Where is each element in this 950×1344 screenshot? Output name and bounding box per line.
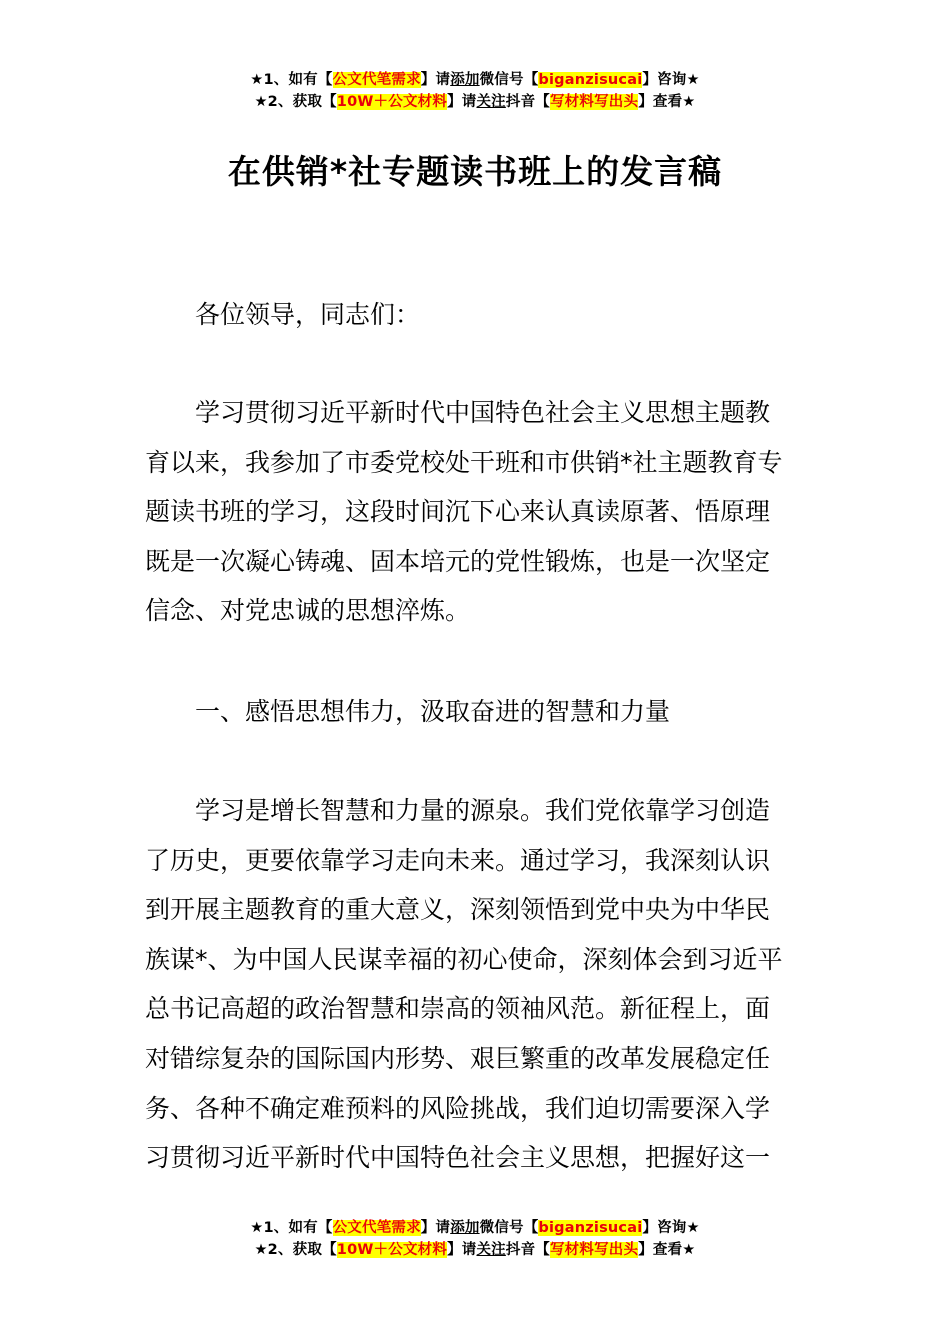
banner-text: 】查看★ xyxy=(638,1242,696,1258)
banner-text: 】请 xyxy=(447,1242,477,1258)
banner-text: ★1、如有【 xyxy=(250,72,333,88)
paragraph-line: 育以来，我参加了市委党校处干班和市供销*社主题教育专 xyxy=(145,447,783,477)
header-banner xyxy=(0,69,950,113)
document-title: 在供销*社专题读书班上的发言稿 xyxy=(227,152,723,191)
banner-douyin-id: 写材料写出头 xyxy=(549,94,639,110)
banner-text: ★1、如有【 xyxy=(250,1220,333,1236)
paragraph-2 xyxy=(145,786,807,1183)
banner-underlined: 添加 xyxy=(450,1220,480,1236)
banner-wechat-id: biganzisucai xyxy=(538,1220,643,1236)
banner-underlined: 关注 xyxy=(476,1242,506,1258)
paragraph-line: 学习是增长智慧和力量的源泉。我们党依靠学习创造 xyxy=(195,796,771,825)
banner-text: 】请 xyxy=(420,1220,451,1236)
paragraph-line: 习贯彻习近平新时代中国特色社会主义思想，把握好这一 xyxy=(145,1143,771,1173)
banner-highlight: 公文代笔需求 xyxy=(332,1220,421,1236)
paragraph-1 xyxy=(145,388,807,636)
banner-line-1 xyxy=(0,69,950,91)
banner-text: 】请 xyxy=(447,94,477,110)
paragraph-line: 到开展主题教育的重大意义，深刻领悟到党中央为中华民 xyxy=(145,895,771,925)
paragraph-line: 务、各种不确定难预料的风险挑战，我们迫切需要深入学 xyxy=(145,1093,771,1123)
banner-underlined: 添加 xyxy=(450,72,480,88)
banner-text: 抖音【 xyxy=(505,94,550,110)
paragraph-1-text xyxy=(145,388,807,636)
banner-text: 】咨询★ xyxy=(642,1220,700,1236)
paragraph-line: 族谋*、为中国人民谋幸福的初心使命，深刻体会到习近平 xyxy=(145,944,783,974)
section-heading-1: 一、感悟思想伟力，汲取奋进的智慧和力量 xyxy=(195,697,671,726)
banner-highlight: 公文代笔需求 xyxy=(332,72,421,88)
banner-text: 微信号【 xyxy=(479,72,539,88)
banner-text: 】咨询★ xyxy=(642,72,700,88)
banner-underlined: 关注 xyxy=(476,94,506,110)
banner-line-2 xyxy=(0,1239,950,1261)
banner-highlight: 10W＋公文材料 xyxy=(336,1242,448,1258)
banner-text: ★2、获取【 xyxy=(254,1242,337,1258)
banner-text: 微信号【 xyxy=(479,1220,539,1236)
paragraph-line: 既是一次凝心铸魂、固本培元的党性锻炼，也是一次坚定 xyxy=(145,546,771,576)
paragraph-2-text xyxy=(145,786,807,1183)
banner-highlight: 10W＋公文材料 xyxy=(336,94,448,110)
paragraph-line: 总书记高超的政治智慧和崇高的领袖风范。新征程上，面 xyxy=(145,994,771,1024)
paragraph-line: 对错综复杂的国际国内形势、艰巨繁重的改革发展稳定任 xyxy=(145,1043,771,1073)
section-heading-block xyxy=(145,687,807,737)
banner-wechat-id: biganzisucai xyxy=(538,72,643,88)
banner-line-2 xyxy=(0,91,950,113)
paragraph-line: 信念、对党忠诚的思想淬炼。 xyxy=(145,596,471,626)
banner-text: 】查看★ xyxy=(638,94,696,110)
salutation: 各位领导，同志们： xyxy=(195,300,421,329)
footer-banner xyxy=(0,1217,950,1261)
banner-text: 抖音【 xyxy=(505,1242,550,1258)
banner-text: 】请 xyxy=(420,72,451,88)
banner-text: ★2、获取【 xyxy=(254,94,337,110)
banner-line-1 xyxy=(0,1217,950,1239)
paragraph-line: 题读书班的学习，这段时间沉下心来认真读原著、悟原理 xyxy=(145,497,771,527)
banner-douyin-id: 写材料写出头 xyxy=(549,1242,639,1258)
salutation-block xyxy=(145,290,807,340)
paragraph-line: 学习贯彻习近平新时代中国特色社会主义思想主题教 xyxy=(195,398,771,427)
paragraph-line: 了历史，更要依靠学习走向未来。通过学习，我深刻认识 xyxy=(145,845,771,875)
